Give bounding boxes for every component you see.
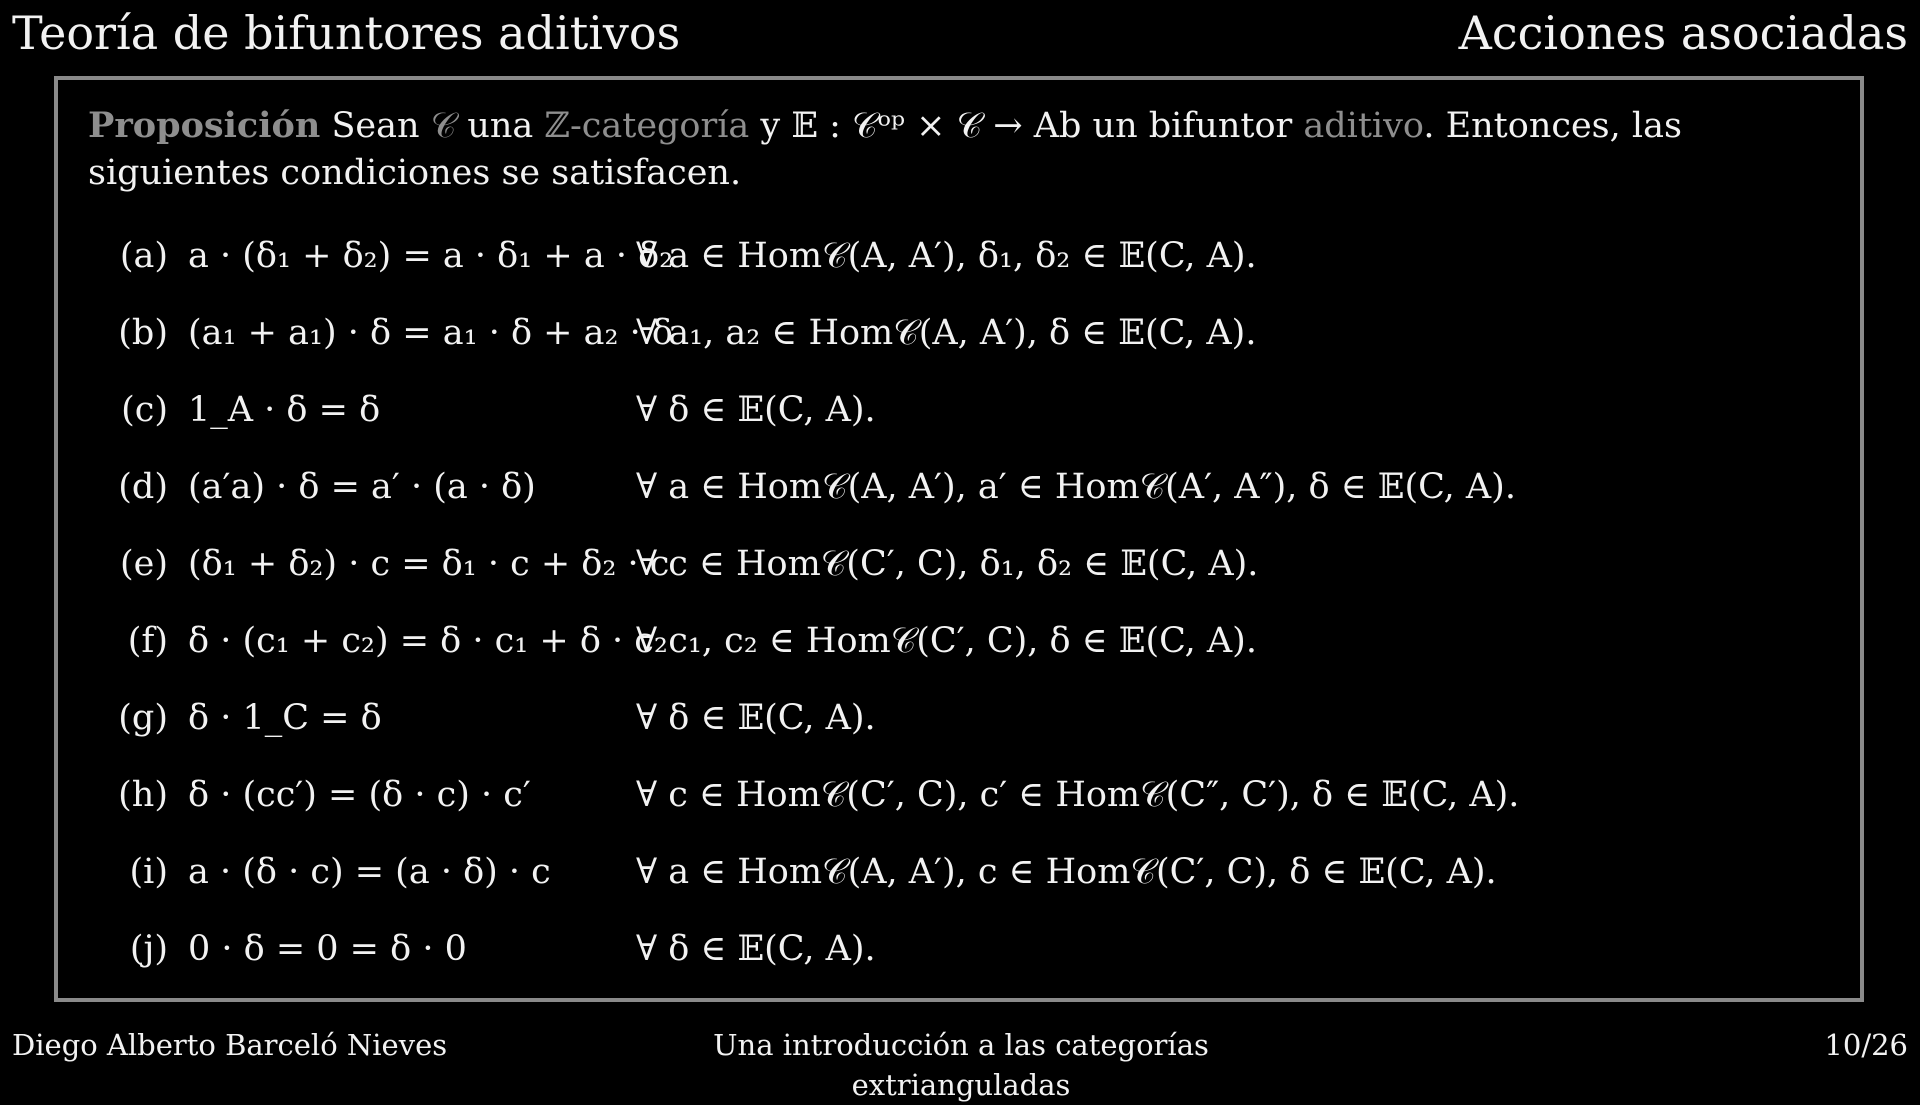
condition-equation: (a₁ + a₁) · δ = a₁ · δ + a₂ · δ bbox=[188, 313, 673, 353]
condition-label: (d) bbox=[118, 467, 168, 507]
condition-quantifier: ∀ a₁, a₂ ∈ Hom𝒞(A, A′), δ ∈ 𝔼(C, A). bbox=[636, 313, 1257, 353]
proposition-text-4: un bifuntor bbox=[1081, 106, 1304, 146]
footer-presentation-title: Una introducción a las categorías extrianguladas bbox=[713, 1028, 1209, 1102]
proposition-text-3: y bbox=[749, 106, 792, 146]
proposition-label: Proposición bbox=[88, 105, 321, 146]
condition-quantifier: ∀ a ∈ Hom𝒞(A, A′), c ∈ Hom𝒞(C′, C), δ ∈ 𝔼(C, A). bbox=[636, 852, 1497, 892]
condition-equation: δ · (c₁ + c₂) = δ · c₁ + δ · c₂ bbox=[188, 621, 668, 661]
condition-g bbox=[108, 690, 1828, 746]
condition-quantifier: ∀ c₁, c₂ ∈ Hom𝒞(C′, C), δ ∈ 𝔼(C, A). bbox=[636, 621, 1257, 661]
footer-author: Diego Alberto Barceló Nieves bbox=[12, 1028, 448, 1062]
condition-label: (b) bbox=[118, 313, 168, 353]
proposition-text-5: . Entonces, las siguientes condiciones se satisfacen. bbox=[88, 106, 1682, 193]
condition-equation: 1_A · δ = δ bbox=[188, 390, 381, 430]
condition-equation: 0 · δ = 0 = δ · 0 bbox=[188, 929, 467, 969]
footer-page-number: 10/26 bbox=[1824, 1028, 1908, 1062]
condition-label: (i) bbox=[129, 852, 168, 892]
proposition-box bbox=[54, 76, 1864, 1002]
condition-equation: a · (δ · c) = (a · δ) · c bbox=[188, 852, 551, 892]
condition-quantifier: ∀ c ∈ Hom𝒞(C′, C), c′ ∈ Hom𝒞(C″, C′), δ ∈ 𝔼(C, A). bbox=[636, 775, 1520, 815]
condition-d bbox=[108, 459, 1828, 515]
condition-c bbox=[108, 382, 1828, 438]
condition-label: (e) bbox=[119, 544, 168, 584]
condition-equation: δ · (cc′) = (δ · c) · c′ bbox=[188, 775, 531, 815]
condition-quantifier: ∀ a ∈ Hom𝒞(A, A′), a′ ∈ Hom𝒞(A′, A″), δ ∈ 𝔼(C, A). bbox=[636, 467, 1516, 507]
condition-equation: δ · 1_C = δ bbox=[188, 698, 382, 738]
header-subsection-title: Acciones asociadas bbox=[1458, 6, 1908, 60]
condition-equation: (a′a) · δ = a′ · (a · δ) bbox=[188, 467, 536, 507]
condition-quantifier: ∀ δ ∈ 𝔼(C, A). bbox=[636, 929, 876, 969]
condition-j bbox=[108, 921, 1828, 977]
header-section-title: Teoría de bifuntores aditivos bbox=[12, 6, 681, 60]
condition-quantifier: ∀ δ ∈ 𝔼(C, A). bbox=[636, 390, 876, 430]
condition-label: (g) bbox=[118, 698, 168, 738]
proposition-statement bbox=[88, 102, 1828, 197]
condition-label: (c) bbox=[121, 390, 168, 430]
proposition-text-1: Sean bbox=[320, 106, 431, 146]
proposition-text-2: una bbox=[456, 106, 545, 146]
condition-label: (h) bbox=[118, 775, 168, 815]
bifunctor-expression: 𝔼 : 𝒞ᵒᵖ × 𝒞 → Ab bbox=[791, 106, 1082, 146]
condition-label: (a) bbox=[119, 236, 168, 276]
condition-i bbox=[108, 844, 1828, 900]
z-category-link: ℤ-categoría bbox=[544, 106, 750, 146]
condition-label: (j) bbox=[129, 929, 168, 969]
condition-b bbox=[108, 305, 1828, 361]
condition-quantifier: ∀ a ∈ Hom𝒞(A, A′), δ₁, δ₂ ∈ 𝔼(C, A). bbox=[636, 236, 1257, 276]
condition-quantifier: ∀ c ∈ Hom𝒞(C′, C), δ₁, δ₂ ∈ 𝔼(C, A). bbox=[636, 544, 1259, 584]
condition-label: (f) bbox=[127, 621, 168, 661]
category-symbol: 𝒞 bbox=[430, 106, 457, 146]
condition-e bbox=[108, 536, 1828, 592]
condition-f bbox=[108, 613, 1828, 669]
condition-equation: (δ₁ + δ₂) · c = δ₁ · c + δ₂ · c bbox=[188, 544, 670, 584]
condition-a bbox=[108, 228, 1828, 284]
condition-quantifier: ∀ δ ∈ 𝔼(C, A). bbox=[636, 698, 876, 738]
condition-equation: a · (δ₁ + δ₂) = a · δ₁ + a · δ₂ bbox=[188, 236, 674, 276]
condition-h bbox=[108, 767, 1828, 823]
additive-term: aditivo bbox=[1303, 106, 1424, 146]
